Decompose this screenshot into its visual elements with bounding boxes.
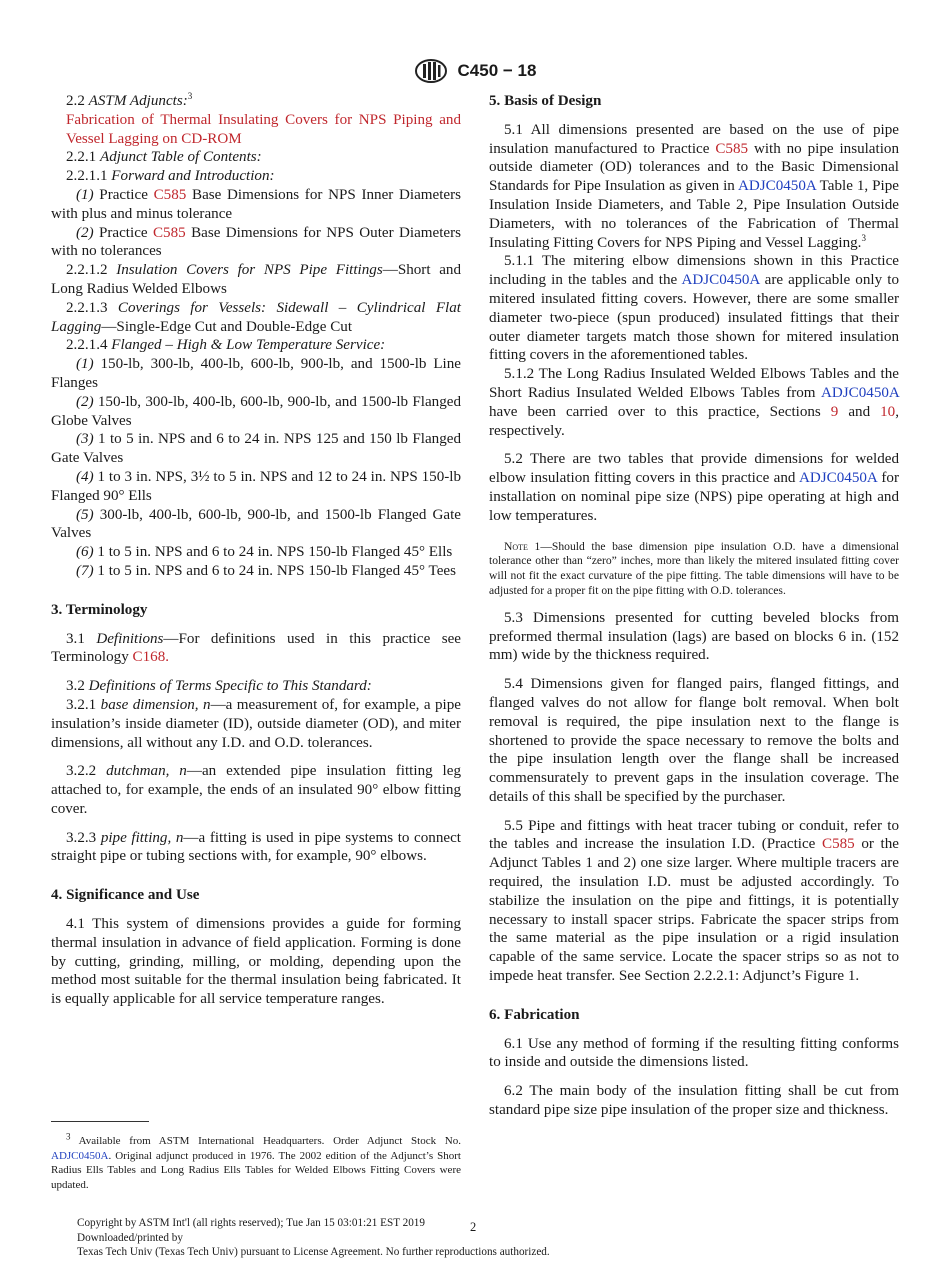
adjc0450a-link[interactable]: ADJC0450A — [681, 272, 760, 289]
note-1: Note 1—Should the base dimension pipe insulation O.D. have a dimensional tolerance other than “zero” inches, more than likely the mitered insulated fitting cover will not fit the exact curvature of the pipe fitting. The table dimensions will have to be adjusted for a proper fit on the pipe fitting with O.D. tolerances. — [489, 539, 899, 597]
section-3-2-3: 3.2.3 pipe fitting, n—a fitting is used in pipe systems to connect straight pipe or tubing sections with, for example, 90° elbows. — [51, 829, 461, 865]
download-footer — [77, 1216, 637, 1260]
page-header — [0, 58, 950, 84]
section-5-1-2: 5.1.2 The Long Radius Insulated Welded Elbows Tables and the Short Radius Insulated Welded Elbows Tables from ADJC0450A have been carried over to this practice, Sections 9 and 10, respectively. — [489, 366, 899, 439]
footnote-divider — [51, 1121, 149, 1122]
list-item: (6) 1 to 5 in. NPS and 6 to 24 in. NPS 150-lb Flanged 45° Ells — [76, 544, 453, 561]
right-column — [489, 92, 899, 1120]
list-item: (3) 1 to 5 in. NPS and 6 to 24 in. NPS 125 and 150 lb Flanged Gate Valves — [51, 431, 461, 467]
adjc0450a-link[interactable]: ADJC0450A — [51, 1149, 109, 1162]
adjc0450a-link[interactable]: ADJC0450A — [820, 384, 899, 401]
section-5-1-1: 5.1.1 The mitering elbow dimensions shown in this Practice including in the tables and the ADJC0450A are applicable only to mitered insulated fitting covers. However, there are some smaller diameter two-piece (spun produced) insulated fittings that their outer diameter targets match those shown for mitered insulation fitting covers in the aforementioned tables. — [489, 253, 899, 364]
adjc0450a-link[interactable]: ADJC0450A — [737, 178, 816, 195]
section-2-2-1-3: 2.2.1.3 Coverings for Vessels: Sidewall – Cylindrical Flat Lagging—Single-Edge Cut and Double-Edge Cut — [51, 299, 461, 335]
section-5-1: 5.1 All dimensions presented are based on the use of pipe insulation manufactured to Practice C585 with no pipe insulation outside diameter (OD) tolerances and to the Basic Dimensional Standards for Pipe Insulation as given in ADJC0450A Table 1, Pipe Insulation Inside Diameters, and Table 2, Pipe Insulation Outside Diameters, with no tolerances of the Fabrication of Thermal Insulating Fitting Covers for NPS Piping and Vessel Lagging.$^3$ — [489, 121, 899, 251]
section-3-2-2: 3.2.2 dutchman, n—an extended pipe insulation fitting leg attached to, for example, the ends of an insulated 90° elbow fitting cover. — [51, 763, 461, 817]
section-5-3: 5.3 Dimensions presented for cutting beveled blocks from preformed thermal insulation (lags) are based on blocks 6 in. (152 mm) wide by the thickness required. — [489, 609, 899, 664]
c585-link[interactable]: C585 — [822, 836, 855, 853]
section-5-5: 5.5 Pipe and fittings with heat tracer tubing or conduit, refer to the tables and increase the insulation I.D. (Practice C585 or the Adjunct Tables 1 and 2) one size larger. Where multiple tracers are required, the insulation I.D. must be adjusted accordingly. To stabilize the insulation on the pipe and fittings, it is potentially necessary to install spacer strips. Fabricate the spacer strips from the same material as the pipe insulation or a rigid insulation capable of the same service. Locate the spacer strips so as not to impede heat transfer. See Section 2.2.2.1: Adjunct’s Figure 1. — [489, 817, 900, 985]
section-6-2: 6.2 The main body of the insulation fitting shall be cut from standard pipe size pipe insulation of the proper size and thickness. — [489, 1083, 899, 1119]
list-item: (2) 150-lb, 300-lb, 400-lb, 600-lb, 900-lb, and 1500-lb Flanged Globe Valves — [51, 393, 461, 429]
section-heading-fabrication: 6. Fabrication — [489, 1006, 580, 1023]
c585-link[interactable]: C585 — [715, 140, 749, 157]
downloaded-line: Downloaded/printed by — [77, 1231, 183, 1244]
section-4-1: 4.1 This system of dimensions provides a guide for forming thermal insulation in advance of field application. Forming is done by cutting, grinding, milling, or molding, depending upon the method most suitable for the thermal insulation being fabricated. It is equally applicable for all service temperature ranges. — [51, 916, 461, 1008]
page-number: 2 — [470, 1220, 477, 1234]
copyright-line: Copyright by ASTM Int'l (all rights reserved); Tue Jan 15 03:01:21 EST 2019 — [77, 1217, 425, 1229]
section-10-link[interactable]: 10 — [880, 403, 896, 420]
adjc0450a-link[interactable]: ADJC0450A — [799, 470, 877, 487]
section-heading-significance: 4. Significance and Use — [51, 887, 200, 904]
list-item: (7) 1 to 5 in. NPS and 6 to 24 in. NPS 150-lb Flanged 45° Tees — [76, 562, 456, 579]
section-3-2: 3.2 Definitions of Terms Specific to This Standard: — [66, 678, 372, 695]
c585-link[interactable]: C585 — [153, 186, 187, 203]
section-2-2-1-1: 2.2.1.1 Forward and Introduction: — [66, 168, 275, 185]
c585-link[interactable]: C585 — [152, 224, 186, 241]
list-item: (2) Practice C585 Base Dimensions for NPS Outer Diameters with no tolerances — [51, 224, 462, 260]
section-3-2-1: 3.2.1 base dimension, n—a measurement of, for example, a pipe insulation’s inside diameter (ID), outside diameter (OD), and miter dimensions, all without any I.D. and O.D. tolerances. — [51, 696, 461, 751]
list-item: (5) 300-lb, 400-lb, 600-lb, 900-lb, and 1500-lb Flanged Gate Valves — [51, 506, 461, 542]
list-item: (4) 1 to 3 in. NPS, 3½ to 5 in. NPS and 12 to 24 in. NPS 150-lb Flanged 90° Ells — [51, 468, 462, 504]
left-column — [51, 92, 461, 1009]
section-2-2-1: 2.2.1 Adjunct Table of Contents: — [66, 149, 262, 166]
section-9-link[interactable]: 9 — [830, 403, 839, 420]
section-6-1: 6.1 Use any method of forming if the resulting fitting conforms to inside and outside the dimensions listed. — [489, 1035, 899, 1071]
section-heading-basis-of-design: 5. Basis of Design — [489, 93, 602, 109]
standard-designation: C450 − 18 — [457, 61, 537, 80]
list-item: (1) Practice C585 Base Dimensions for NPS Inner Diameters with plus and minus tolerance — [51, 186, 462, 222]
footnote: $^3$ Available from ASTM International Headquarters. Order Adjunct Stock No. ADJC0450A. Original adjunct produced in 1976. The 2002 edition of the Adjunct’s Short Radius Ells Tables and Long Radius Ells Tables for Welded Elbows Fitting Covers were updated. — [51, 1131, 461, 1191]
section-heading-terminology: 3. Terminology — [51, 601, 148, 618]
section-3-1: 3.1 Definitions—For definitions used in this practice see Terminology C168. — [51, 630, 461, 666]
section-2-2-1-2: 2.2.1.2 Insulation Covers for NPS Pipe Fittings—Short and Long Radius Welded Elbows — [51, 262, 462, 297]
section-5-4: 5.4 Dimensions given for flanged pairs, flanged fittings, and flanged valves do not allow for flange bolt removal. When bolt removal is required, the pipe insulation next to the flange is shortened to provide the space necessary to remove the bolts and the pipe insulation length over the flange shall be increased commensurately to prevent gaps in the insulation coverage. The details of this shall be specified by the purchaser. — [489, 676, 899, 805]
license-line: Texas Tech Univ (Texas Tech Univ) pursuant to License Agreement. No further reproductions authorized. — [77, 1246, 550, 1259]
section-2-2-1-4: 2.2.1.4 Flanged – High & Low Temperature Service: — [66, 337, 386, 354]
section-5-2: 5.2 There are two tables that provide dimensions for welded elbow insulation fitting covers in this practice and ADJC0450A for installation on nominal pipe size (NPS) pipe operating at high and low temperatures. — [489, 451, 899, 524]
section-2-2: 2.2 ASTM Adjuncts:$^3$ — [66, 90, 193, 109]
astm-logo-icon — [414, 58, 448, 84]
adjunct-link[interactable]: Fabrication of Thermal Insulating Covers for NPS Piping and Vessel Lagging on CD-ROM — [66, 111, 461, 147]
c168-link[interactable]: C168 — [132, 649, 166, 666]
list-item: (1) 150-lb, 300-lb, 400-lb, 600-lb, 900-lb, and 1500-lb Line Flanges — [51, 356, 461, 391]
